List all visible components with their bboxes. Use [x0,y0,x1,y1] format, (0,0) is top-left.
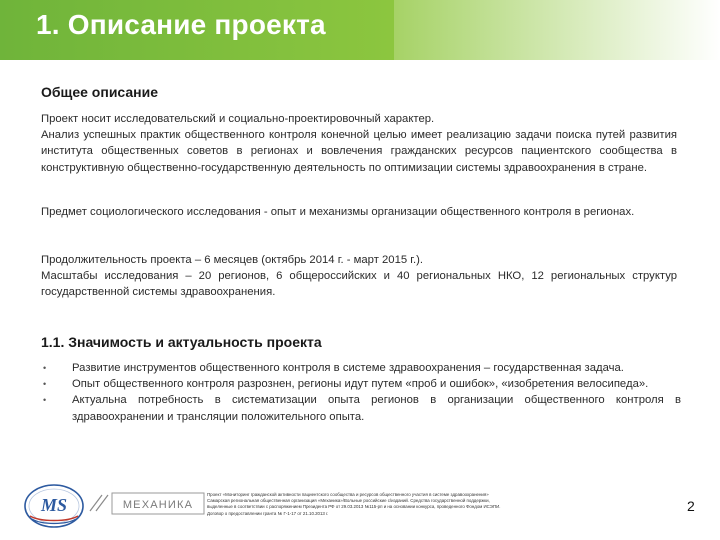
list-item [41,376,681,392]
header-gradient-fade [394,0,720,60]
paragraph-line: Продолжительность проекта – 6 месяцев (октябрь 2014 г. - март 2015 г.). [41,254,424,266]
svg-text:MS: MS [40,495,68,515]
page-number: 2 [687,498,695,514]
ms-logo-icon [22,482,86,530]
list-item-text: Развитие инструментов общественного контроля в системе здравоохранения – государственная задача. [72,362,624,374]
paragraph-line: Проект носит исследовательский и социально-проектировочный характер. [41,113,435,125]
mechanika-logo-icon [88,491,206,516]
list-item-text: Опыт общественного контроля разрознен, регионы идут путем «проб и ошибок», «изобретения велосипеда». [72,378,649,391]
relevance-list [41,360,681,425]
slide-header [0,0,720,60]
footer-line: выделенные в соответствии с распоряжением Президента РФ от 29.03.2013 №115-рп и на основании конкурса, проведенного Фондом ИСЭПИ. [207,504,501,510]
list-item [41,392,681,424]
list-item [41,360,681,376]
general-description-heading: Общее описание [41,84,159,100]
relevance-heading: 1.1. Значимость и актуальность проекта [41,334,322,350]
research-subject-paragraph [41,204,677,220]
general-description-paragraph [41,111,677,176]
bullet-icon: • [43,379,47,390]
project-duration-paragraph [41,252,677,301]
svg-text:МЕХАНИКА: МЕХАНИКА [122,499,194,511]
footer-line: Самарская региональная общественная организация «Механика»/Вольные российские с/изданий. Средства государственной поддержки, [207,498,490,504]
footer-line: Договор о предоставлении гранта № Г-1-17 от 21.10.2013 г. [207,510,329,516]
bullet-icon: • [43,395,47,406]
list-item-text: Актуальна потребность в систематизации опыта регионов в организации общественного контроля в здравоохранении и трансляции положительного опыта. [72,394,681,423]
paragraph-line: Предмет социологического исследования - опыт и механизмы организации общественного контроля в регионах. [41,206,635,218]
paragraph-line: Масштабы исследования – 20 регионов, 6 общероссийских и 40 региональных НКО, 12 региональных структур государственной системы здравоохранения. [41,270,677,299]
footer-grant-info [207,492,647,517]
footer-line: Проект «Мониторинг гражданской активности пациентского сообщества и ресурсов общественного участия в системе здравоохранения» [207,492,489,497]
paragraph-line: Анализ успешных практик общественного контроля конечной целью имеет реализацию задачи поиска путей развития института общественных советов в регионах и вовлечения гражданских ресурсов пациентского сообщества в конструктивную общественно-государственную деятельность по оптимизации системы здравоохранения в стране. [41,129,677,174]
bullet-icon: • [43,363,47,373]
slide-title: 1. Описание проекта [36,9,326,40]
